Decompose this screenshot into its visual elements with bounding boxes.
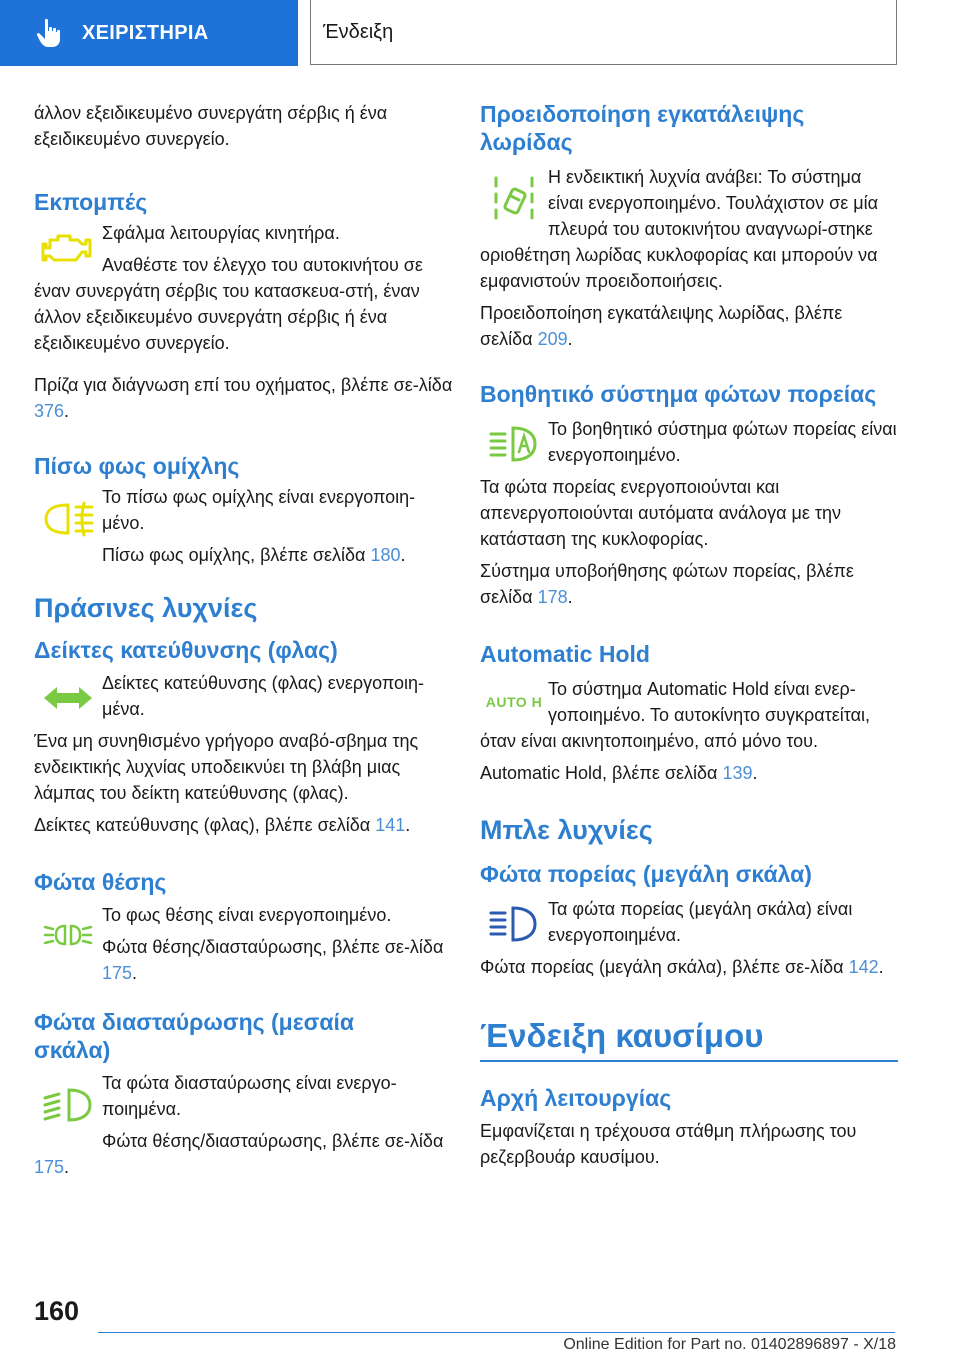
page-link-139[interactable]: 139	[722, 763, 753, 783]
section-tab[interactable]	[0, 0, 298, 66]
lane-departure-text-1: Η ενδεικτική λυχνία ανάβει: Το σύστημα είναι ενεργοποιημένο. Τουλάχιστον σε μία πλευρά του αυτοκινήτου αναγνωρί‐στηκε οριοθέτηση λωρίδας κυκλοφορίας και μπορούν να εμφανιστούν προειδοποιήσεις.	[480, 167, 879, 291]
page-link-376[interactable]: 376	[34, 401, 65, 421]
page-link-175-a[interactable]: 175	[102, 963, 133, 983]
entry-high-beam-assist	[480, 416, 898, 552]
page-link-180[interactable]: 180	[370, 545, 401, 565]
rear-fog-light-icon	[34, 484, 102, 554]
intro-paragraph: άλλον εξειδικευμένο συνεργάτη σέρβις ή ένα εξειδικευμένο συνεργείο.	[34, 103, 388, 149]
heading-fuel-gauge: Ένδειξη καυσίμου	[480, 1017, 764, 1054]
section-label: ΧΕΙΡΙΣΤΗΡΙΑ	[82, 21, 209, 44]
turn-signal-reference: Δείκτες κατεύθυνσης (φλας), βλέπε σελίδα 141.	[34, 815, 411, 835]
page-link-175-b[interactable]: 175	[34, 1157, 65, 1177]
heading-turn-signals: Δείκτες κατεύθυνσης (φλας)	[34, 637, 338, 663]
right-column	[480, 100, 898, 1170]
low-beam-text-1: Τα φώτα διασταύρωσης είναι ενεργο‐ποιημένα.	[102, 1073, 397, 1119]
emissions-text-1: Σφάλμα λειτουργίας κινητήρα.	[102, 223, 340, 243]
heading-emissions: Εκπομπές	[34, 189, 148, 215]
left-column	[34, 100, 454, 1180]
hand-pointer-icon	[36, 18, 62, 48]
turn-signal-text-2: Ένα μη συνηθισμένο γρήγορο αναβό‐σβημα της ενδεικτικής λυχνίας υποδεικνύει τη βλάβη μιας λάμπας του δείκτη κατεύθυνσης (φλας).	[34, 731, 419, 803]
entry-turn-signals	[34, 670, 454, 806]
lane-departure-warning-icon	[480, 164, 548, 236]
heading-principle: Αρχή λειτουργίας	[480, 1084, 672, 1111]
auto-hold-text-1: Το σύστημα Automatic Hold είναι ενερ‐γοποιημένο. Το αυτοκίνητο συγκρατείται, όταν είναι ακινητοποιημένο, από μόνο του.	[480, 679, 871, 751]
heading-blue-lights: Μπλε λυχνίες	[480, 815, 653, 845]
high-beam-assist-reference: Σύστημα υποβοήθησης φώτων πορείας, βλέπε σελίδα 178.	[480, 561, 854, 607]
high-beam-assist-text-2: Τα φώτα πορείας ενεργοποιούνται και απενεργοποιούνται αυτόματα ανάλογα με την κατάσταση της κυκλοφορίας.	[480, 477, 842, 549]
turn-signal-text-1: Δείκτες κατεύθυνσης (φλας) ενεργοποιη‐μένα.	[102, 673, 425, 719]
chapter-title-box	[310, 0, 897, 65]
high-beam-assist-text-1: Το βοηθητικό σύστημα φώτων πορείας είναι ενεργοποιημένο.	[548, 419, 897, 465]
page-number: 160	[34, 1296, 80, 1326]
low-beam-icon	[34, 1070, 102, 1140]
heading-high-beam: Φώτα πορείας (μεγάλη σκάλα)	[480, 861, 812, 887]
principle-text: Εμφανίζεται η τρέχουσα στάθμη πλήρωσης του ρεζερβουάρ καυσίμου.	[480, 1120, 857, 1167]
heading-low-beam: Φώτα διασταύρωσης (μεσαία σκάλα)	[34, 1009, 355, 1063]
page-link-209[interactable]: 209	[537, 329, 568, 349]
high-beam-icon	[480, 896, 548, 952]
parking-light-icon	[34, 902, 102, 968]
heading-auto-hold: Automatic Hold	[480, 641, 650, 667]
emissions-reference: Πρίζα για διάγνωση επί του οχήματος, βλέπε σε‐λίδα 376.	[34, 375, 453, 421]
high-beam-reference: Φώτα πορείας (μεγάλη σκάλα), βλέπε σε‐λίδα 142.	[480, 957, 884, 977]
turn-signal-arrows-icon	[34, 670, 102, 726]
entry-auto-hold	[480, 676, 898, 754]
high-beam-text-1: Τα φώτα πορείας (μεγάλη σκάλα) είναι ενεργοποιημένα.	[548, 899, 853, 945]
heading-high-beam-assist: Βοηθητικό σύστημα φώτων πορείας	[480, 381, 877, 407]
lane-departure-reference: Προειδοποίηση εγκατάλειψης λωρίδας, βλέπε σελίδα 209.	[480, 303, 843, 349]
high-beam-assist-icon	[480, 416, 548, 472]
page-link-141[interactable]: 141	[375, 815, 406, 835]
chapter-title: Ένδειξη	[323, 20, 394, 43]
page-link-142[interactable]: 142	[848, 957, 879, 977]
parking-lights-text-1: Το φως θέσης είναι ενεργοποιημένο.	[102, 905, 392, 925]
low-beam-reference: Φώτα θέσης/διασταύρωσης, βλέπε σε‐λίδα 175.	[34, 1131, 444, 1177]
auto-hold-reference: Automatic Hold, βλέπε σελίδα 139.	[480, 763, 758, 783]
emissions-text-2: Αναθέστε τον έλεγχο του αυτοκινήτου σε έναν συνεργάτη σέρβις του κατασκευα‐στή, έναν άλλον εξειδικευμένο συνεργάτη σέρβις ή ένα εξειδικευμένο συνεργείο.	[34, 255, 423, 353]
entry-lane-departure	[480, 164, 898, 294]
heading-green-lights: Πράσινες λυχνίες	[34, 593, 258, 623]
entry-emissions	[34, 220, 454, 356]
footer-edition: Online Edition for Part no. 01402896897 - X/18	[563, 1336, 896, 1353]
page-link-178[interactable]: 178	[537, 587, 568, 607]
rear-fog-reference: Πίσω φως ομίχλης, βλέπε σελίδα 180.	[102, 545, 406, 565]
engine-check-icon	[34, 220, 102, 276]
parking-lights-reference: Φώτα θέσης/διασταύρωσης, βλέπε σε‐λίδα 175.	[102, 937, 444, 983]
rear-fog-text-1: Το πίσω φως ομίχλης είναι ενεργοποιη‐μένο.	[102, 487, 416, 533]
entry-parking-lights	[34, 902, 454, 986]
heading-rear-fog: Πίσω φως ομίχλης	[34, 453, 240, 479]
heading-parking-lights: Φώτα θέσης	[34, 869, 167, 895]
entry-rear-fog	[34, 484, 454, 568]
footer-rule	[98, 1332, 895, 1333]
heading-lane-departure: Προειδοποίηση εγκατάλειψης λωρίδας	[480, 101, 805, 155]
entry-high-beam	[480, 896, 898, 980]
auto-hold-icon: AUTO H	[485, 694, 543, 710]
entry-low-beam	[34, 1070, 454, 1180]
